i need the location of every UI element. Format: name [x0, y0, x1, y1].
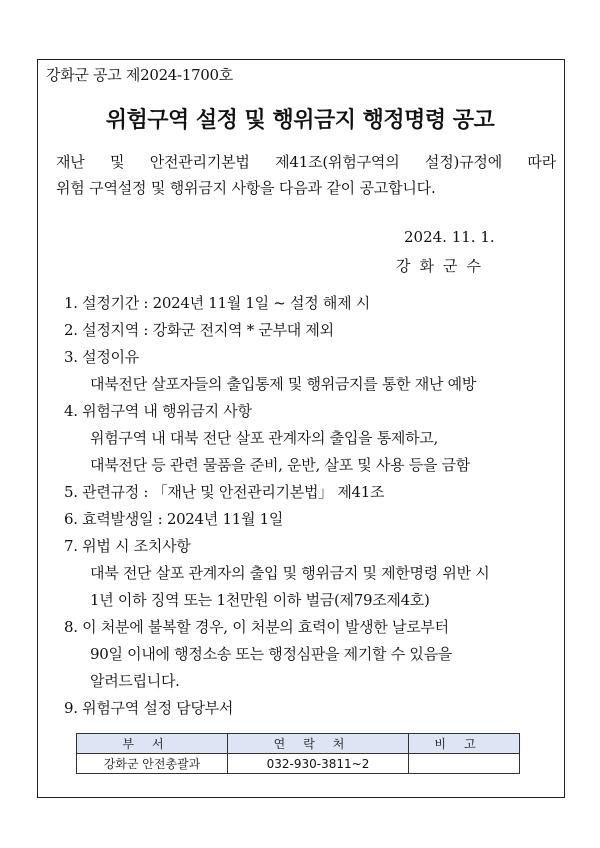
item-1: 1. 설정기간 : 2024년 11월 1일 ~ 설정 해제 시	[64, 294, 370, 312]
item-7-detail: 1년 이하 징역 또는 1천만원 이하 벌금(제79조제4호)	[90, 591, 430, 609]
item-7: 7. 위법 시 조치사항	[64, 537, 191, 555]
intro-paragraph	[56, 149, 556, 201]
cell-remarks	[409, 754, 520, 774]
column-header-remarks: 비고	[409, 734, 520, 754]
item-8-detail: 90일 이내에 행정소송 또는 행정심판을 제기할 수 있음을	[90, 645, 452, 663]
item-5: 5. 관련규정 : 「재난 및 안전관리기본법」 제41조	[64, 483, 385, 501]
contact-table	[76, 733, 520, 774]
notice-number: 강화군 공고 제2024-1700호	[46, 66, 233, 84]
cell-contact: 032-930-3811~2	[228, 754, 409, 774]
document-title: 위험구역 설정 및 행위금지 행정명령 공고	[105, 108, 495, 133]
notice-items	[64, 290, 560, 722]
notice-date: 2024. 11. 1.	[404, 228, 495, 246]
column-header-department: 부서	[77, 734, 228, 754]
item-6: 6. 효력발생일 : 2024년 11월 1일	[64, 510, 284, 528]
item-3: 3. 설정이유	[64, 348, 139, 366]
table-row	[77, 754, 520, 774]
intro-line: 위험 구역설정 및 행위금지 사항을 다음과 같이 공고합니다.	[56, 179, 436, 197]
item-7-detail: 대북 전단 살포 관계자의 출입 및 행위금지 및 제한명령 위반 시	[90, 564, 490, 582]
item-3-detail: 대북전단 살포자들의 출입통제 및 행위금지를 통한 재난 예방	[90, 375, 477, 393]
issuer-signature: 강화군수	[396, 257, 490, 275]
column-header-contact: 연락처	[228, 734, 409, 754]
table-header-row	[77, 734, 520, 754]
item-4-detail: 대북전단 등 관련 물품을 준비, 운반, 살포 및 사용 등을 금함	[90, 456, 470, 474]
intro-line: 재난 및 안전관리기본법 제41조(위험구역의 설정)규정에 따라	[56, 153, 556, 171]
item-2: 2. 설정지역 : 강화군 전지역 * 군부대 제외	[64, 321, 334, 339]
item-8: 8. 이 처분에 불복할 경우, 이 처분의 효력이 발생한 날로부터	[64, 618, 449, 636]
item-4-detail: 위험구역 내 대북 전단 살포 관계자의 출입을 통제하고,	[90, 429, 438, 447]
item-4: 4. 위험구역 내 행위금지 사항	[64, 402, 252, 420]
item-9: 9. 위험구역 설정 담당부서	[64, 699, 234, 717]
cell-department: 강화군 안전총괄과	[77, 754, 228, 774]
item-8-detail: 알려드립니다.	[90, 672, 180, 690]
